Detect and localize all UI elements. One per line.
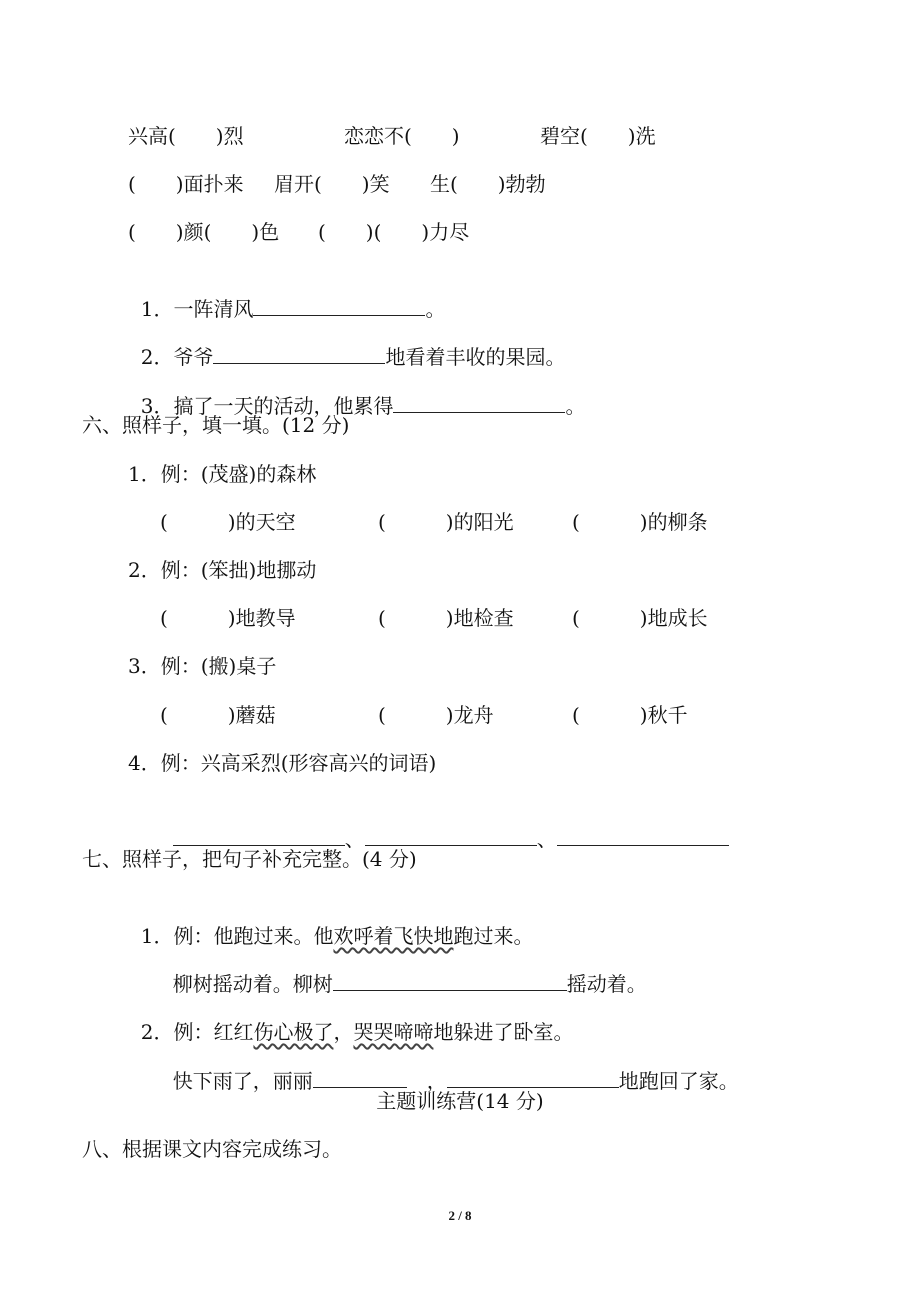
fill-item: ( )的阳光 — [378, 510, 514, 534]
section-8-heading: 八、根据课文内容完成练习。 — [82, 1137, 342, 1161]
fill-item: ( )蘑菇 — [160, 703, 276, 727]
fill-item: ( )地成长 — [572, 606, 708, 630]
sentence-text: 3．搞了一天的活动，他累得 — [140, 394, 394, 418]
sentence-text: 柳树摇动着。柳树 — [172, 972, 333, 996]
idiom-item: ( )( )力尽 — [318, 220, 470, 244]
sentence-text: ， — [333, 1020, 354, 1044]
sentence-text: 2．爷爷 — [140, 345, 214, 369]
answer-blank[interactable] — [365, 825, 537, 846]
answer-blank[interactable] — [393, 392, 565, 413]
sentence-text: 1．例：他跑过来。他 — [140, 924, 334, 948]
idiom-item: 生( )勃勃 — [430, 172, 546, 196]
fill-item: ( )秋千 — [572, 703, 688, 727]
wavy-underlined-text: 欢呼着飞快地 — [333, 924, 454, 948]
section-6-heading: 六、照样子，填一填。(12 分) — [82, 413, 350, 437]
answer-blank[interactable] — [253, 295, 425, 316]
wavy-underlined-text: 哭哭啼啼 — [353, 1020, 434, 1044]
sentence-text: 。 — [425, 297, 446, 321]
wavy-underlined-text: 伤心极了 — [253, 1020, 334, 1044]
fill-item: ( )地检查 — [378, 606, 514, 630]
section-6-q3-example: 3．例：(搬)桌子 — [128, 654, 277, 678]
theme-title: 主题训练营(14 分) — [376, 1089, 544, 1113]
section-7-heading: 七、照样子，把句子补充完整。(4 分) — [82, 847, 417, 871]
section-6-q1-example: 1．例：(茂盛)的森林 — [128, 462, 317, 486]
answer-blank[interactable] — [213, 343, 385, 364]
fill-item: ( )地教导 — [160, 606, 296, 630]
idiom-item: ( )面扑来 — [128, 172, 244, 196]
section-6-q4-example: 4．例：兴高采烈(形容高兴的词语) — [128, 751, 437, 775]
separator: 、 — [536, 827, 557, 851]
sentence-text: 地跑回了家。 — [618, 1069, 739, 1093]
fill-item: ( )龙舟 — [378, 703, 494, 727]
section-7-q2-example — [128, 990, 573, 1046]
answer-blank[interactable] — [313, 1067, 407, 1088]
answer-blank[interactable] — [173, 825, 345, 846]
sentence-text: 。 — [565, 394, 586, 418]
idiom-item: 碧空( )洗 — [540, 124, 656, 148]
sentence-text: 1．一阵清风 — [140, 297, 254, 321]
fill-item: ( )的柳条 — [572, 510, 708, 534]
fill-sentence-2 — [128, 315, 565, 371]
sentence-text: 地躲进了卧室。 — [433, 1020, 574, 1044]
idiom-item: 兴高( )烈 — [128, 124, 244, 148]
sentence-text: 跑过来。 — [453, 924, 534, 948]
idiom-item: 恋恋不( ) — [344, 124, 460, 148]
answer-blank[interactable] — [447, 1067, 619, 1088]
sentence-text: 摇动着。 — [566, 972, 647, 996]
sentence-text: 地看着丰收的果园。 — [385, 345, 566, 369]
fill-item: ( )的天空 — [160, 510, 296, 534]
answer-blank[interactable] — [557, 825, 729, 846]
answer-blank[interactable] — [333, 970, 567, 991]
sentence-text: 2．例：红红 — [140, 1020, 254, 1044]
page-number: 2 / 8 — [448, 1208, 472, 1223]
sentence-text: 快下雨了，丽丽 — [172, 1069, 313, 1093]
section-6-q2-example: 2．例：(笨拙)地挪动 — [128, 558, 317, 582]
idiom-item: 眉开( )笑 — [274, 172, 390, 196]
idiom-item: ( )颜( )色 — [128, 220, 280, 244]
separator: 、 — [344, 827, 365, 851]
sentence-text: ， — [406, 1069, 447, 1093]
